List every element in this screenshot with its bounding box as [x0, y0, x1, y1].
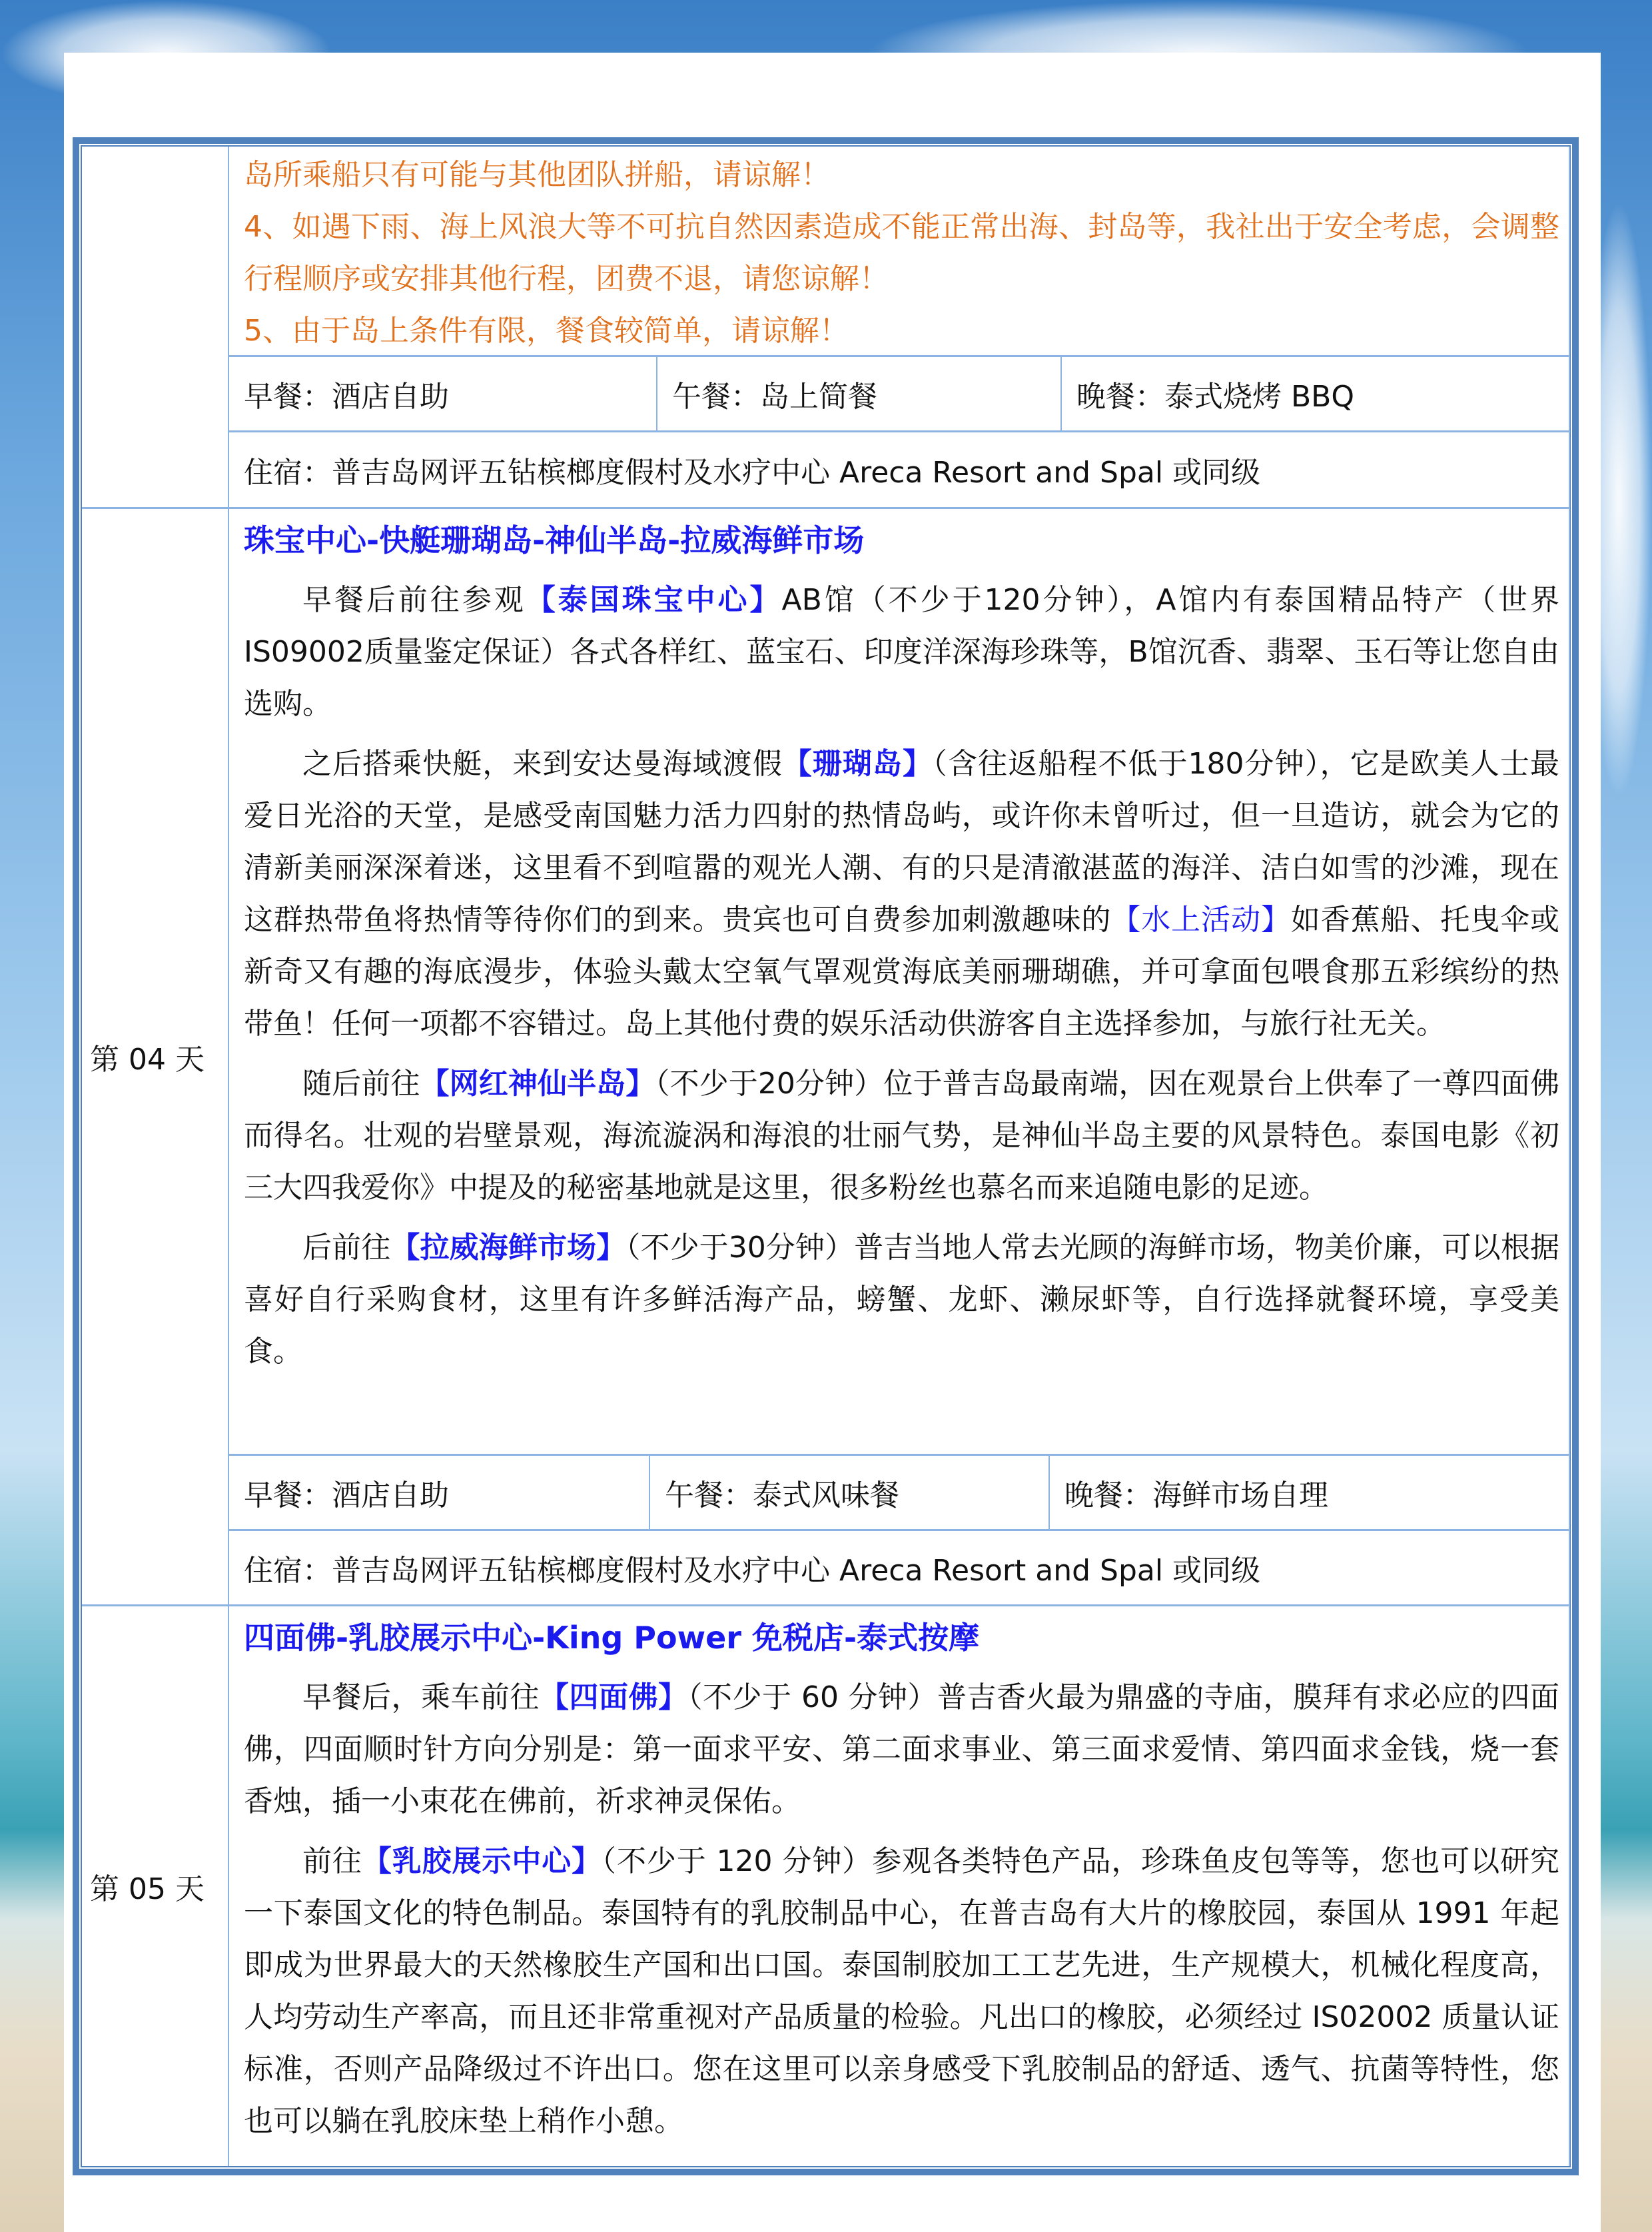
hotel-cell: 住宿：普吉岛网评五钻槟榔度假村及水疗中心 Areca Resort and Spal 或同级 [229, 1531, 1570, 1606]
note: 岛所乘船只有可能与其他团队拼船，请谅解！ [244, 158, 830, 192]
day-cell [82, 147, 229, 509]
note: 4、如遇下雨、海上风浪大等不可抗自然因素造成不能正常出海、封岛等，我社出于安全考虑，会调整行程顺序或安排其他行程，团费不退，请您谅解！ [244, 210, 1559, 296]
day-title: 珠宝中心-快艇珊瑚岛-神仙半岛-拉威海鲜市场 [244, 522, 865, 558]
lunch-cell: 午餐：泰式风味餐 [650, 1456, 1050, 1531]
breakfast-cell: 早餐：酒店自助 [229, 1456, 650, 1531]
paragraph: 前往【乳胶展示中心】（不少于 120 分钟）参观各类特色产品，珍珠鱼皮包等等，您也可以研究一下泰国文化的特色制品。泰国特有的乳胶制品中心，在普吉岛有大片的橡胶园，泰国从 1991 年起即成为世界最大的天然橡胶生产国和出口国。泰国制胶加工工艺先进，生产规模大，机械化程度高，人均劳动生产率高，而且还非常重视对产品质量的检验。凡出口的橡胶，必须经过 IS02002 质量认证标准，否则产品降级过不许出口。您在这里可以亲身感受下乳胶制品的舒适、透气、抗菌等特性，您也可以躺在乳胶床垫上稍作小憩。 [244, 1844, 1560, 2138]
day-content [229, 509, 1570, 1456]
dinner-cell: 晚餐：海鲜市场自理 [1050, 1456, 1570, 1531]
day-label: 第 04 天 [82, 509, 229, 1606]
day-label: 第 05 天 [82, 1606, 229, 2166]
hotel-cell: 住宿：普吉岛网评五钻槟榔度假村及水疗中心 Areca Resort and Spal 或同级 [229, 432, 1570, 509]
day-content [229, 1606, 1570, 2166]
itinerary-table [78, 143, 1573, 2170]
paragraph: 后前往【拉威海鲜市场】（不少于30分钟）普吉当地人常去光顾的海鲜市场，物美价廉，可以根据喜好自行采购食材，这里有许多鲜活海产品，螃蟹、龙虾、濑尿虾等，自行选择就餐环境，享受美食。 [244, 1231, 1559, 1369]
paragraph: 之后搭乘快艇，来到安达曼海域渡假【珊瑚岛】（含往返船程不低于180分钟），它是欧美人士最爱日光浴的天堂，是感受南国魅力活力四射的热情岛屿，或许你未曾听过，但一旦造访，就会为它的清新美丽深深着迷，这里看不到喧嚣的观光人潮、有的只是清澈湛蓝的海洋、洁白如雪的沙滩，现在这群热带鱼将热情等待你们的到来。贵宾也可自费参加刺激趣味的【水上活动】如香蕉船、托曳伞或新奇又有趣的海底漫步，体验头戴太空氧气罩观赏海底美丽珊瑚礁，并可拿面包喂食那五彩缤纷的热带鱼！任何一项都不容错过。岛上其他付费的娱乐活动供游客自主选择参加，与旅行社无关。 [244, 747, 1560, 1041]
note: 5、由于岛上条件有限，餐食较简单，请谅解！ [244, 314, 849, 348]
lunch-cell: 午餐：岛上简餐 [657, 357, 1062, 432]
paragraph: 早餐后前往参观【泰国珠宝中心】AB馆（不少于120分钟），A馆内有泰国精品特产（世界IS09002质量鉴定保证）各式各样红、蓝宝石、印度洋深海珍珠等，B馆沉香、翡翠、玉石等让您自由选购。 [244, 583, 1560, 721]
paragraph: 随后前往【网红神仙半岛】（不少于20分钟）位于普吉岛最南端，因在观景台上供奉了一尊四面佛而得名。壮观的岩壁景观，海流漩涡和海浪的壮丽气势，是神仙半岛主要的风景特色。泰国电影《初三大四我爱你》中提及的秘密基地就是这里，很多粉丝也慕名而来追随电影的足迹。 [244, 1067, 1559, 1205]
dinner-cell: 晚餐：泰式烧烤 BBQ [1062, 357, 1570, 432]
paragraph: 早餐后，乘车前往【四面佛】（不少于 60 分钟）普吉香火最为鼎盛的寺庙，膜拜有求必应的四面佛，四面顺时针方向分别是：第一面求平安、第二面求事业、第三面求爱情、第四面求金钱，烧一套香烛，插一小束花在佛前，祈求神灵保佑。 [244, 1680, 1560, 1818]
notes-cell [229, 147, 1570, 357]
breakfast-cell: 早餐：酒店自助 [229, 357, 657, 432]
day-title: 四面佛-乳胶展示中心-King Power 免税店-泰式按摩 [244, 1620, 980, 1656]
